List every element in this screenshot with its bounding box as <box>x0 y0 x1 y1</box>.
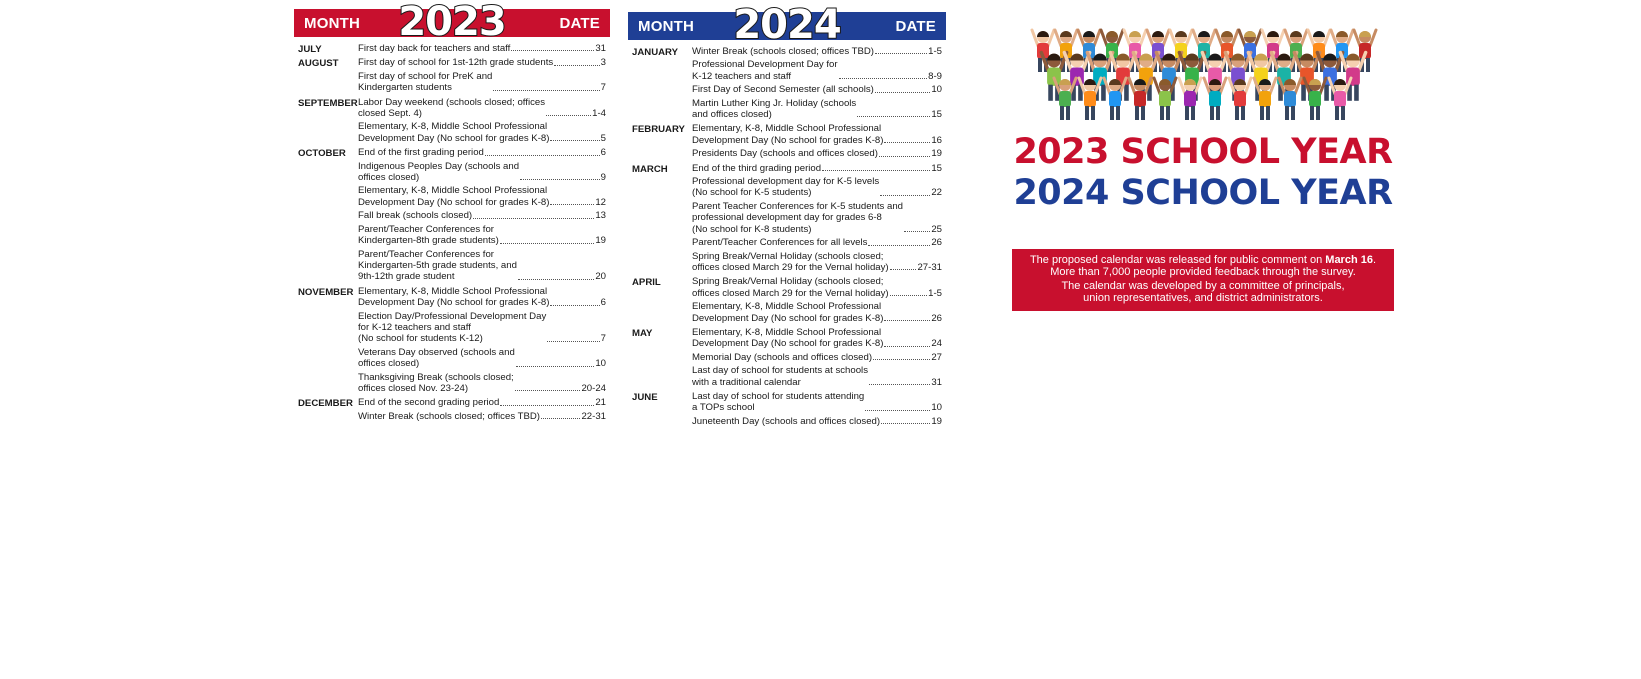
child-figure <box>1259 91 1271 107</box>
month-name: FEBRUARY <box>632 124 685 136</box>
child-figure <box>1106 31 1118 37</box>
event-description: Elementary, K-8, Middle School Professional Development Day (No school for grades K-8) <box>692 301 884 324</box>
event-date: 1-4 <box>592 108 606 120</box>
calendar-event <box>358 147 606 158</box>
child-figure <box>1139 54 1153 61</box>
school-year-panel <box>1012 6 1394 311</box>
child-figure <box>1284 91 1296 107</box>
calendar-event <box>358 249 606 283</box>
dot-leader <box>550 204 594 205</box>
child-figure <box>1210 106 1214 120</box>
event-description: Winter Break (schools closed; offices TBD) <box>692 46 874 57</box>
dot-leader <box>822 170 930 171</box>
event-description: Last day of school for students attending a TOPs school <box>692 390 865 414</box>
event-date: 19 <box>931 415 942 427</box>
dot-leader <box>875 53 927 54</box>
event-description: Elementary, K-8, Middle School Professional Development Day (No school for grades K-8) <box>692 123 884 146</box>
child-figure <box>1301 85 1306 101</box>
month-events <box>692 391 942 429</box>
calendar-event <box>692 84 942 95</box>
event-date: 22 <box>931 187 942 199</box>
month-block <box>632 163 942 276</box>
event-description: Labor Day weekend (schools closed; offices closed Sept. 4) <box>358 96 546 120</box>
event-description: Last day of school for students at schools with a traditional calendar <box>692 365 868 388</box>
calendar-2023-rows <box>294 37 610 424</box>
child-figure <box>1300 54 1314 61</box>
month-events <box>692 123 942 161</box>
month-column-header: MONTH <box>304 14 360 32</box>
calendar-event <box>358 411 606 422</box>
calendar-event <box>358 210 606 221</box>
month-name: NOVEMBER <box>298 286 354 298</box>
calendar-event <box>692 327 942 350</box>
title-2023-school-year: 2023 SCHOOL YEAR <box>1013 132 1393 172</box>
calendar-2024-header <box>628 2 946 49</box>
child-figure <box>1285 106 1289 120</box>
event-date: 19 <box>931 148 942 160</box>
event-date: 8-9 <box>928 70 942 82</box>
child-figure <box>1316 106 1320 120</box>
event-description: Parent/Teacher Conferences for Kindergarten-5th grade students, and 9th-12th grade student <box>358 248 517 283</box>
child-figure <box>1060 106 1064 120</box>
calendar-event <box>692 391 942 414</box>
month-name: JULY <box>298 44 322 55</box>
dot-leader <box>904 231 930 232</box>
month-events <box>358 397 606 424</box>
child-figure <box>1152 31 1164 37</box>
dot-leader <box>884 142 930 143</box>
child-figure <box>1129 31 1141 37</box>
child-figure <box>1124 85 1129 101</box>
child-figure <box>1208 54 1222 61</box>
event-date: 22-31 <box>581 410 606 422</box>
event-date: 10 <box>931 402 942 414</box>
event-description: Martin Luther King Jr. Holiday (schools and offices closed) <box>692 97 857 121</box>
calendar-event <box>358 397 606 408</box>
dot-leader <box>493 90 599 91</box>
dot-leader <box>541 418 580 419</box>
event-description: Parent/Teacher Conferences for Kindergarten-8th grade students) <box>358 223 499 247</box>
dot-leader <box>500 243 595 244</box>
child-figure <box>1066 106 1070 120</box>
calendar-event <box>358 121 606 144</box>
event-description: End of the third grading period <box>692 162 822 174</box>
event-description: End of the first grading period <box>358 147 484 159</box>
child-figure <box>1184 91 1196 107</box>
child-figure <box>1313 31 1325 37</box>
calendar-event <box>692 352 942 363</box>
child-figure <box>1366 58 1370 72</box>
event-date: 21 <box>595 397 606 409</box>
calendar-event <box>358 71 606 94</box>
month-name: SEPTEMBER <box>298 97 358 109</box>
calendar-event <box>358 286 606 309</box>
calendar-event <box>358 347 606 370</box>
month-block <box>298 286 606 397</box>
dot-leader <box>857 116 930 117</box>
child-figure <box>1047 54 1061 61</box>
event-date: 10 <box>931 84 942 96</box>
event-date: 24 <box>931 338 942 350</box>
child-figure <box>1134 91 1146 107</box>
event-description: Elementary, K-8, Middle School Professional Development Day (No school for grades K-8) <box>358 121 550 144</box>
child-figure <box>1221 31 1233 37</box>
month-events <box>358 57 606 95</box>
event-date: 19 <box>595 235 606 247</box>
event-date: 31 <box>931 376 942 388</box>
event-description: Memorial Day (schools and offices closed) <box>692 351 873 363</box>
calendar-event <box>692 59 942 82</box>
month-name: APRIL <box>632 277 661 289</box>
month-block <box>632 391 942 429</box>
child-figure <box>1309 91 1321 107</box>
calendar-2024-rows <box>628 40 946 429</box>
child-figure <box>1160 106 1164 120</box>
event-description: First day back for teachers and staff <box>358 43 511 54</box>
child-figure <box>1324 85 1329 101</box>
child-figure <box>1260 106 1264 120</box>
child-figure <box>1359 31 1371 37</box>
dot-leader <box>546 115 591 116</box>
event-date: 1-5 <box>928 46 942 57</box>
calendar-event <box>358 311 606 345</box>
event-description: Veterans Day observed (schools and offices closed) <box>358 346 515 370</box>
event-description: Juneteenth Day (schools and offices closed) <box>692 415 881 427</box>
child-figure <box>1091 106 1095 120</box>
dot-leader <box>500 405 594 406</box>
calendar-2023-header <box>294 0 610 46</box>
event-description: Parent Teacher Conferences for K-5 students and professional development day for grades 6-8 (No school for K-8 students) <box>692 200 904 235</box>
event-description: Elementary, K-8, Middle School Professional Development Day (No school for grades K-8) <box>358 285 550 309</box>
child-figure <box>1185 54 1199 61</box>
dot-leader <box>511 50 594 51</box>
calendar-event <box>358 185 606 208</box>
child-figure <box>1266 106 1270 120</box>
event-description: First day of school for PreK and Kindergarten students <box>358 70 493 94</box>
calendar-event <box>692 416 942 427</box>
child-figure <box>1234 91 1246 107</box>
month-events <box>692 163 942 276</box>
event-description: End of the second grading period <box>358 397 500 409</box>
month-events <box>358 97 606 147</box>
child-figure <box>1116 54 1130 61</box>
dot-leader <box>516 366 595 367</box>
event-description: First day of school for 1st-12th grade students <box>358 57 554 69</box>
month-events <box>692 46 942 122</box>
dot-leader <box>890 295 928 296</box>
event-description: Election Day/Professional Development Day for K-12 teachers and staff (No school for students K-12) <box>358 310 547 345</box>
child-figure <box>1175 31 1187 37</box>
calendar-event <box>358 224 606 247</box>
child-figure <box>1310 106 1314 120</box>
event-date: 7 <box>600 333 606 345</box>
child-figure <box>1254 54 1268 61</box>
child-figure <box>1267 31 1279 37</box>
child-figure <box>1185 106 1189 120</box>
month-name: JANUARY <box>632 47 679 58</box>
event-date: 15 <box>931 109 942 121</box>
month-block <box>632 123 942 161</box>
child-figure <box>1198 31 1210 37</box>
child-figure <box>1162 54 1176 61</box>
info-box <box>1012 249 1394 311</box>
calendar-event <box>692 276 942 299</box>
event-date: 25 <box>931 223 942 235</box>
dot-leader <box>547 341 599 342</box>
dot-leader <box>879 156 930 157</box>
child-figure <box>1336 31 1348 37</box>
event-description: Winter Break (schools closed; offices TBD) <box>358 410 540 422</box>
child-figure <box>1038 58 1042 72</box>
calendar-event <box>358 97 606 120</box>
dot-leader <box>881 423 930 424</box>
date-column-header: DATE <box>895 17 936 35</box>
month-block <box>298 147 606 284</box>
month-name: OCTOBER <box>298 148 346 160</box>
dot-leader <box>884 320 930 321</box>
child-figure <box>1109 91 1121 107</box>
child-figure <box>1093 54 1107 61</box>
dot-leader <box>518 279 594 280</box>
date-column-header: DATE <box>559 14 600 32</box>
month-name: AUGUST <box>298 58 339 70</box>
child-figure <box>1037 31 1049 37</box>
child-figure <box>1060 31 1072 37</box>
event-date: 26 <box>931 312 942 324</box>
dot-leader <box>550 305 599 306</box>
dot-leader <box>875 92 931 93</box>
event-description: Professional Development Day for K-12 teachers and staff <box>692 59 838 82</box>
calendar-event <box>358 161 606 184</box>
dot-leader <box>839 78 928 79</box>
calendar-event <box>692 163 942 174</box>
child-figure <box>1059 91 1071 107</box>
dot-leader <box>873 359 930 360</box>
month-name: MARCH <box>632 163 668 175</box>
child-figure <box>1135 106 1139 120</box>
child-figure <box>1304 78 1326 120</box>
child-figure <box>1070 54 1084 61</box>
calendar-event <box>692 301 942 324</box>
month-events <box>358 147 606 284</box>
month-events <box>692 327 942 390</box>
event-date: 31 <box>595 43 606 54</box>
event-date: 27 <box>931 351 942 363</box>
calendar-event <box>692 251 942 274</box>
event-description: Elementary, K-8, Middle School Professional Development Day (No school for grades K-8) <box>358 185 550 208</box>
month-events <box>692 276 942 326</box>
title-2024-school-year: 2024 SCHOOL YEAR <box>1013 173 1393 213</box>
month-block <box>632 276 942 326</box>
child-figure <box>1244 31 1256 37</box>
child-figure <box>1084 91 1096 107</box>
child-figure <box>1277 54 1291 61</box>
month-column-header: MONTH <box>638 17 694 35</box>
dot-leader <box>880 195 930 196</box>
calendar-event <box>692 123 942 146</box>
event-date: 1-5 <box>928 287 942 299</box>
calendar-event <box>692 98 942 121</box>
child-figure <box>1354 85 1359 101</box>
child-figure <box>1341 106 1345 120</box>
month-block <box>298 57 606 95</box>
year-2024-label: 2024 <box>733 2 841 49</box>
child-figure <box>1141 106 1145 120</box>
child-figure <box>1110 106 1114 120</box>
child-figure <box>1166 106 1170 120</box>
event-description: Elementary, K-8, Middle School Professional Development Day (No school for grades K-8) <box>692 326 884 350</box>
calendar-event <box>692 365 942 388</box>
calendar-event <box>692 201 942 235</box>
child-figure <box>1191 106 1195 120</box>
event-description: Professional development day for K-5 levels (No school for K-5 students) <box>692 176 880 199</box>
child-figure <box>1346 54 1360 61</box>
event-description: First Day of Second Semester (all schools) <box>692 84 874 96</box>
event-description: Fall break (schools closed) <box>358 210 473 222</box>
child-figure <box>1085 106 1089 120</box>
dot-leader <box>890 269 917 270</box>
dot-leader <box>868 245 930 246</box>
event-date: 12 <box>595 196 606 208</box>
event-description: Thanksgiving Break (schools closed; offices closed Nov. 23-24) <box>358 371 514 394</box>
info-public-comment: The proposed calendar was released for public comment on March 16. More than 7,000 people provided feedback through the survey. <box>1029 254 1377 278</box>
event-date: 20 <box>595 271 606 283</box>
event-description: Parent/Teacher Conferences for all levels <box>692 237 868 249</box>
calendar-event <box>358 372 606 395</box>
child-figure <box>1291 106 1295 120</box>
dot-leader <box>550 140 599 141</box>
event-date: 13 <box>595 210 606 222</box>
child-figure <box>1235 106 1239 120</box>
calendar-event <box>358 57 606 68</box>
month-name: DECEMBER <box>298 398 353 410</box>
event-description: Spring Break/Vernal Holiday (schools closed; offices closed March 29 for the Vernal holiday) <box>692 276 889 299</box>
event-date: 20-24 <box>581 382 606 394</box>
event-date: 5 <box>600 132 606 144</box>
child-figure <box>1101 85 1106 101</box>
child-figure <box>1116 106 1120 120</box>
dot-leader <box>554 65 599 66</box>
child-figure <box>1231 54 1245 61</box>
child-figure <box>1241 106 1245 120</box>
child-figure <box>1216 106 1220 120</box>
month-name: JUNE <box>632 391 658 403</box>
event-date: 6 <box>600 147 606 159</box>
child-figure <box>1159 91 1171 107</box>
event-description: Presidents Day (schools and offices closed) <box>692 148 878 160</box>
children-group-image <box>1021 6 1385 128</box>
calendar-event <box>692 237 942 248</box>
event-date: 26 <box>931 237 942 249</box>
event-date: 10 <box>595 358 606 370</box>
dot-leader <box>865 410 930 411</box>
event-date: 7 <box>600 82 606 94</box>
info-survey-feedback: More than 7,000 people provided feedback through the survey. <box>1050 265 1356 278</box>
dot-leader <box>473 218 594 219</box>
year-2023-label: 2023 <box>398 0 506 46</box>
event-date: 16 <box>931 134 942 146</box>
dot-leader <box>884 346 930 347</box>
month-block <box>298 397 606 424</box>
dot-leader <box>520 179 600 180</box>
child-figure <box>1290 31 1302 37</box>
calendar-2023 <box>294 0 610 425</box>
dot-leader <box>515 390 581 391</box>
child-figure <box>1334 91 1346 107</box>
month-block <box>632 327 942 390</box>
info-date-highlight: March 16 <box>1325 254 1373 266</box>
child-figure <box>1048 85 1053 101</box>
child-figure <box>1204 78 1226 120</box>
dot-leader <box>485 155 600 156</box>
calendar-event <box>692 148 942 159</box>
event-date: 9 <box>600 172 606 184</box>
month-events <box>358 286 606 397</box>
event-description: Spring Break/Vernal Holiday (schools closed; offices closed March 29 for the Vernal holiday) <box>692 250 889 273</box>
calendar-2024 <box>628 2 946 430</box>
month-block <box>632 46 942 122</box>
event-description: Indigenous Peoples Day (schools and offices closed) <box>358 160 520 184</box>
event-date: 3 <box>600 57 606 69</box>
child-figure <box>1335 106 1339 120</box>
child-figure <box>1083 31 1095 37</box>
child-figure <box>1104 78 1126 120</box>
calendar-event <box>692 176 942 199</box>
event-date: 15 <box>931 162 942 174</box>
info-committee: The calendar was developed by a committee of principals, union representatives, and district administrators. <box>1061 280 1345 304</box>
child-figure <box>1209 91 1221 107</box>
event-date: 27-31 <box>917 261 942 273</box>
month-block <box>298 97 606 147</box>
month-name: MAY <box>632 327 653 339</box>
child-figure <box>1323 54 1337 61</box>
event-date: 6 <box>600 297 606 309</box>
dot-leader <box>869 384 930 385</box>
